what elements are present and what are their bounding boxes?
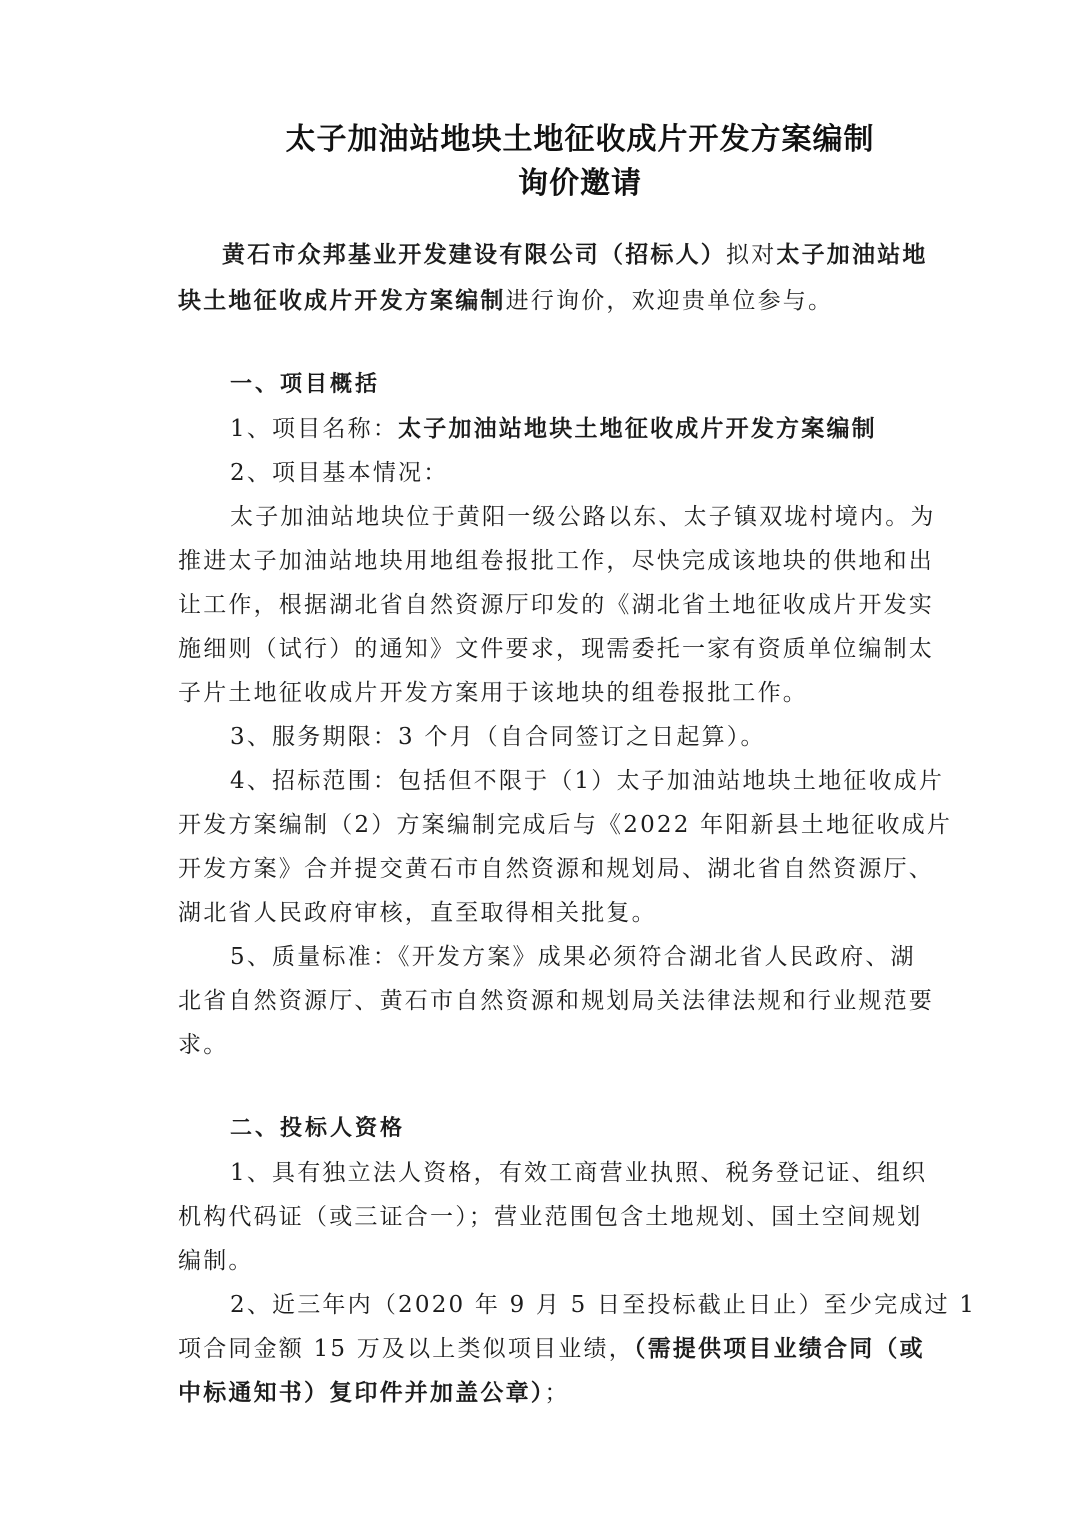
experience-line3 xyxy=(178,1378,570,1408)
intro-line1 xyxy=(222,240,928,270)
situation-line: 让工作，根据湖北省自然资源厅印发的《湖北省土地征收成片开发实 xyxy=(178,592,934,618)
qualification-line: 编制。 xyxy=(178,1248,254,1274)
quality-line: 北省自然资源厅、黄石市自然资源和规划局关法律法规和行业规范要 xyxy=(178,988,934,1014)
situation-line: 子片土地征收成片开发方案用于该地块的组卷报批工作。 xyxy=(178,680,808,706)
quality-line: 5、质量标准：《开发方案》成果必须符合湖北省人民政府、湖 xyxy=(230,944,916,970)
intro-line2 xyxy=(178,286,833,316)
experience-line1: 2、近三年内（2020 年 9 月 5 日至投标截止日止）至少完成过 1 xyxy=(230,1292,977,1318)
section1-item1 xyxy=(230,414,877,444)
quality-line: 求。 xyxy=(178,1032,229,1058)
scope-line: 开发方案编制（2）方案编制完成后与《2022 年阳新县土地征收成片 xyxy=(178,812,953,838)
intro-project-head: 太子加油站地 xyxy=(776,241,928,268)
scope-line: 4、招标范围：包括但不限于（1）太子加油站地块土地征收成片 xyxy=(230,768,945,794)
experience-line2 xyxy=(178,1334,925,1364)
intro-inviter: 黄石市众邦基业开发建设有限公司（招标人） xyxy=(222,241,726,268)
scope-line: 湖北省人民政府审核，直至取得相关批复。 xyxy=(178,900,657,926)
intro-project-tail: 块土地征收成片开发方案编制 xyxy=(178,287,506,314)
project-name-label: 1、项目名称： xyxy=(230,416,399,442)
service-period: 3、服务期限：3 个月（自合同签订之日起算）。 xyxy=(230,724,766,750)
situation-line: 施细则（试行）的通知》文件要求，现需委托一家有资质单位编制太 xyxy=(178,636,934,662)
qualification-line: 机构代码证（或三证合一）；营业范围包含土地规划、国土空间规划 xyxy=(178,1204,923,1230)
scope-line: 开发方案》合并提交黄石市自然资源和规划局、湖北省自然资源厅、 xyxy=(178,856,934,882)
situation-line: 推进太子加油站地块用地组卷报批工作，尽快完成该地块的供地和出 xyxy=(178,548,934,574)
experience-proof-head: （需提供项目业绩合同（或 xyxy=(633,1335,925,1362)
intro-verb: 拟对 xyxy=(726,242,777,268)
document-title-line1: 太子加油站地块土地征收成片开发方案编制 xyxy=(285,122,875,157)
document-title-line2: 询价邀请 xyxy=(518,166,642,201)
section1-item2-label: 2、项目基本情况： xyxy=(230,460,449,486)
section2-heading: 二、投标人资格 xyxy=(230,1116,406,1141)
situation-line: 太子加油站地块位于黄阳一级公路以东、太子镇双垅村境内。为 xyxy=(230,504,936,530)
qualification-line: 1、具有独立法人资格，有效工商营业执照、税务登记证、组织 xyxy=(230,1160,928,1186)
section1-heading: 一、项目概括 xyxy=(230,372,381,397)
experience-end: ； xyxy=(544,1380,570,1406)
experience-proof-tail: 中标通知书）复印件并加盖公章） xyxy=(178,1379,545,1406)
project-name-value: 太子加油站地块土地征收成片开发方案编制 xyxy=(398,415,877,442)
experience-requirement: 项合同金额 15 万及以上类似项目业绩， xyxy=(178,1336,634,1362)
intro-welcome: 进行询价，欢迎贵单位参与。 xyxy=(505,288,834,314)
